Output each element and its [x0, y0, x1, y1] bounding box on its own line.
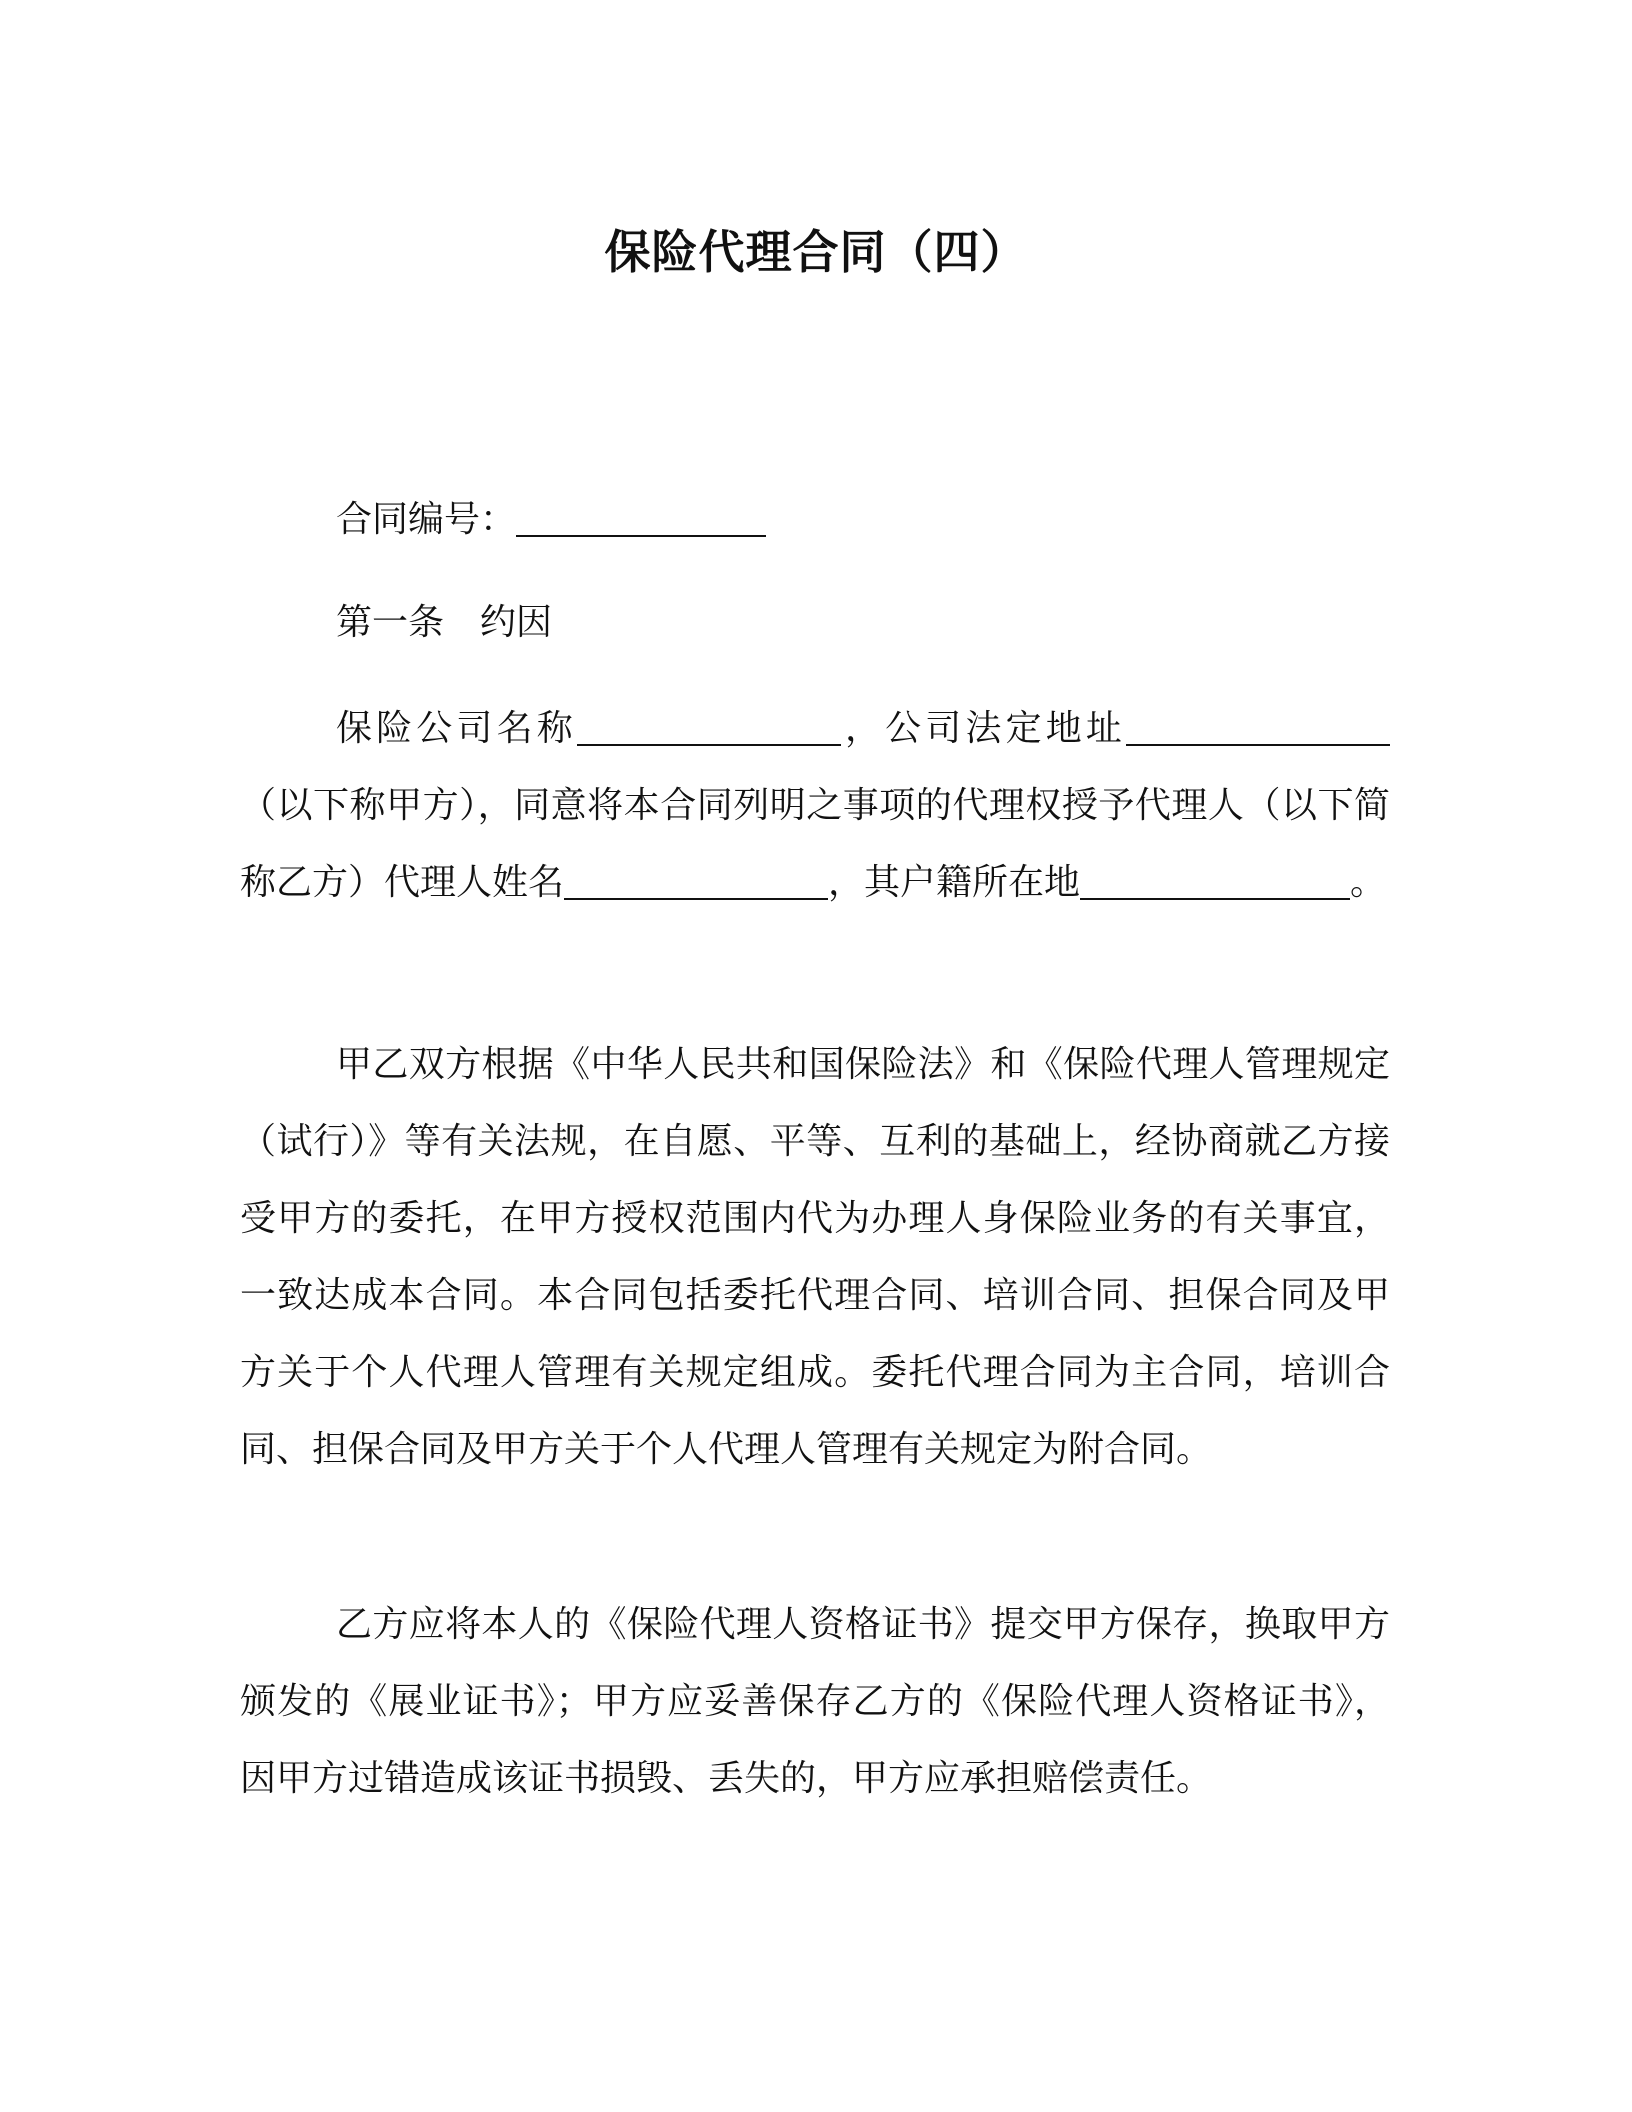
company-address-blank [1126, 708, 1390, 746]
contract-number-label: 合同编号： [336, 499, 517, 540]
household-label: ，其户籍所在地 [828, 862, 1081, 903]
contract-number-blank [516, 499, 766, 537]
household-blank [1080, 862, 1350, 900]
period-mark: 。 [1350, 862, 1387, 903]
article-heading: 第一条 约因 [336, 602, 553, 643]
paragraph-legal-basis: 甲乙双方根据《中华人民共和国保险法》和《保险代理人管理规定（试行）》等有关法规，在自愿、平等、互利的基础上，经协商就乙方接受甲方的委托，在甲方授权范围内代为办理人身保险业务的有关事宜，一致达成本合同。本合同包括委托代理合同、培训合同、担保合同及甲方关于个人代理人管理有关规定组成。委托代理合同为主合同，培训合同、担保合同及甲方关于个人代理人管理有关规定为附合同。 [240, 1044, 1390, 1470]
document-title: 保险代理合同（四） [604, 225, 1028, 279]
paragraph-parties [240, 690, 1390, 921]
company-name-blank [577, 708, 841, 746]
agent-name-text: （以下称甲方），同意将本合同列明之事项的代理权授予代理人（以下简称乙方）代理人姓名 [240, 785, 1390, 903]
paragraph-certificate: 乙方应将本人的《保险代理人资格证书》提交甲方保存，换取甲方颁发的《展业证书》；甲方应妥善保存乙方的《保险代理人资格证书》，因甲方过错造成该证书损毁、丢失的，甲方应承担赔偿责任。 [240, 1604, 1390, 1799]
company-name-label: 保险公司名称 [336, 708, 577, 749]
company-address-label: ，公司法定地址 [840, 708, 1126, 749]
agent-name-blank [564, 862, 828, 900]
contract-number-line [336, 490, 766, 550]
